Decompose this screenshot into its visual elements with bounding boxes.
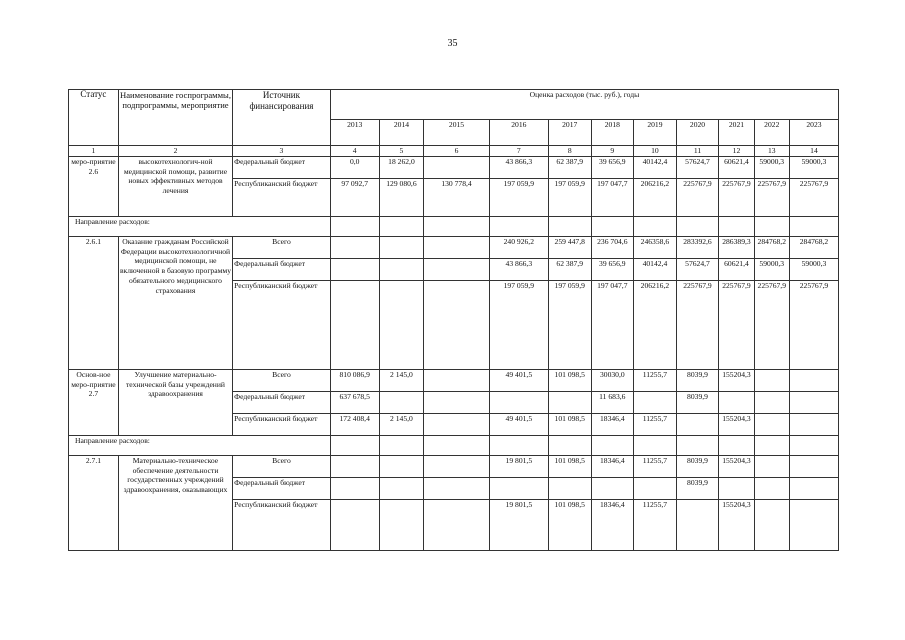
value-cell — [379, 499, 424, 550]
value-cell: 197 059,9 — [489, 178, 548, 216]
value-cell: 101 098,5 — [548, 499, 591, 550]
value-cell: 59000,3 — [789, 156, 838, 178]
row-name: высокотехнологич-ной медицинской помощи, развитие новых эффективных методов лечения — [118, 156, 232, 216]
source-federal: Федеральный бюджет — [233, 391, 331, 413]
value-cell: 49 401,5 — [489, 369, 548, 391]
value-cell: 206216,2 — [634, 280, 677, 369]
table-row — [69, 369, 839, 391]
value-cell: 43 866,3 — [489, 258, 548, 280]
value-cell: 197 059,9 — [548, 280, 591, 369]
value-cell: 130 778,4 — [424, 178, 489, 216]
value-cell: 62 387,9 — [548, 258, 591, 280]
value-cell: 2 145,0 — [379, 369, 424, 391]
source-federal: Федеральный бюджет — [233, 258, 331, 280]
value-cell — [330, 280, 379, 369]
col-num: 3 — [233, 146, 331, 157]
source-republican: Республиканский бюджет — [233, 413, 331, 435]
value-cell — [330, 499, 379, 550]
value-cell — [789, 413, 838, 435]
value-cell — [330, 477, 379, 499]
value-cell: 59000,3 — [754, 156, 789, 178]
col-num: 14 — [789, 146, 838, 157]
value-cell — [719, 477, 754, 499]
value-cell — [676, 499, 719, 550]
section-row — [69, 435, 839, 455]
value-cell — [634, 391, 677, 413]
value-cell — [634, 477, 677, 499]
value-cell: 18346,4 — [591, 499, 634, 550]
value-cell — [548, 477, 591, 499]
col-num: 7 — [489, 146, 548, 157]
value-cell — [789, 477, 838, 499]
row-status: Основ-ное меро-приятие 2.7 — [69, 369, 119, 435]
source-federal: Федеральный бюджет — [233, 156, 331, 178]
col-num: 8 — [548, 146, 591, 157]
value-cell: 284768,2 — [754, 236, 789, 258]
value-cell — [379, 455, 424, 477]
header-spending: Оценка расходов (тыс. руб.), годы — [330, 90, 838, 120]
value-cell — [379, 391, 424, 413]
value-cell — [754, 455, 789, 477]
year-2013: 2013 — [330, 120, 379, 146]
value-cell: 810 086,9 — [330, 369, 379, 391]
value-cell: 11255,7 — [634, 499, 677, 550]
value-cell: 283392,6 — [676, 236, 719, 258]
value-cell — [754, 391, 789, 413]
value-cell — [424, 156, 489, 178]
table-row — [69, 455, 839, 477]
value-cell: 19 801,5 — [489, 455, 548, 477]
value-cell — [379, 258, 424, 280]
value-cell: 155204,3 — [719, 499, 754, 550]
value-cell: 240 926,2 — [489, 236, 548, 258]
value-cell: 225767,9 — [754, 280, 789, 369]
value-cell — [379, 236, 424, 258]
value-cell: 18 262,0 — [379, 156, 424, 178]
value-cell: 8039,9 — [676, 391, 719, 413]
value-cell: 197 059,9 — [548, 178, 591, 216]
value-cell: 18346,4 — [591, 455, 634, 477]
year-2022: 2022 — [754, 120, 789, 146]
value-cell: 62 387,9 — [548, 156, 591, 178]
value-cell — [424, 391, 489, 413]
value-cell: 11255,7 — [634, 369, 677, 391]
year-2021: 2021 — [719, 120, 754, 146]
value-cell: 284768,2 — [789, 236, 838, 258]
year-2018: 2018 — [591, 120, 634, 146]
value-cell: 225767,9 — [789, 280, 838, 369]
value-cell: 11255,7 — [634, 455, 677, 477]
value-cell: 155204,3 — [719, 455, 754, 477]
value-cell: 101 098,5 — [548, 413, 591, 435]
value-cell: 225767,9 — [719, 178, 754, 216]
value-cell: 197 059,9 — [489, 280, 548, 369]
value-cell — [379, 477, 424, 499]
row-status: меро-приятие 2.6 — [69, 156, 119, 216]
value-cell — [379, 280, 424, 369]
col-num: 6 — [424, 146, 489, 157]
col-num: 10 — [634, 146, 677, 157]
value-cell: 225767,9 — [676, 280, 719, 369]
value-cell: 39 656,9 — [591, 156, 634, 178]
section-row — [69, 216, 839, 236]
source-republican: Республиканский бюджет — [233, 280, 331, 369]
col-num: 12 — [719, 146, 754, 157]
direction-label: Направление расходов: — [69, 435, 331, 455]
value-cell — [489, 391, 548, 413]
row-status: 2.7.1 — [69, 455, 119, 550]
value-cell: 43 866,3 — [489, 156, 548, 178]
source-federal: Федеральный бюджет — [233, 477, 331, 499]
value-cell — [424, 236, 489, 258]
value-cell — [548, 391, 591, 413]
col-num: 11 — [676, 146, 719, 157]
value-cell: 59000,3 — [754, 258, 789, 280]
value-cell — [489, 477, 548, 499]
value-cell: 259 447,8 — [548, 236, 591, 258]
col-num: 2 — [118, 146, 232, 157]
value-cell: 197 047,7 — [591, 178, 634, 216]
value-cell — [754, 369, 789, 391]
value-cell: 11 683,6 — [591, 391, 634, 413]
value-cell — [330, 455, 379, 477]
value-cell: 30030,0 — [591, 369, 634, 391]
value-cell: 101 098,5 — [548, 455, 591, 477]
value-cell — [754, 413, 789, 435]
value-cell: 101 098,5 — [548, 369, 591, 391]
value-cell: 60621,4 — [719, 258, 754, 280]
year-2023: 2023 — [789, 120, 838, 146]
value-cell — [330, 236, 379, 258]
year-2020: 2020 — [676, 120, 719, 146]
value-cell: 8039,9 — [676, 455, 719, 477]
value-cell: 236 704,6 — [591, 236, 634, 258]
value-cell — [591, 477, 634, 499]
row-name: Улучшение материально-технической базы учреждений здравоохранения — [118, 369, 232, 435]
value-cell: 59000,3 — [789, 258, 838, 280]
value-cell: 11255,7 — [634, 413, 677, 435]
header-status: Статус — [69, 90, 119, 146]
value-cell: 225767,9 — [754, 178, 789, 216]
header-name: Наименование госпрограммы, подпрограммы, мероприятие — [118, 90, 232, 146]
col-num: 9 — [591, 146, 634, 157]
value-cell: 40142,4 — [634, 258, 677, 280]
value-cell: 40142,4 — [634, 156, 677, 178]
row-name: Оказание гражданам Российской Федерации высокотехнологичной медицинской помощи, не включенной в базовую программу обязательного медицинского страхования — [118, 236, 232, 369]
header-source: Источник финансирования — [233, 90, 331, 146]
value-cell — [676, 413, 719, 435]
value-cell: 155204,3 — [719, 369, 754, 391]
table-row — [69, 236, 839, 258]
value-cell — [424, 369, 489, 391]
column-numbers-row — [69, 146, 839, 157]
value-cell: 637 678,5 — [330, 391, 379, 413]
year-2015: 2015 — [424, 120, 489, 146]
year-2014: 2014 — [379, 120, 424, 146]
year-2019: 2019 — [634, 120, 677, 146]
col-num: 4 — [330, 146, 379, 157]
col-num: 5 — [379, 146, 424, 157]
direction-label: Направление расходов: — [69, 216, 331, 236]
value-cell: 129 080,6 — [379, 178, 424, 216]
value-cell — [424, 258, 489, 280]
value-cell: 57624,7 — [676, 156, 719, 178]
value-cell — [424, 455, 489, 477]
year-2017: 2017 — [548, 120, 591, 146]
value-cell — [789, 369, 838, 391]
value-cell: 39 656,9 — [591, 258, 634, 280]
source-total: Всего — [233, 236, 331, 258]
source-total: Всего — [233, 455, 331, 477]
value-cell — [424, 280, 489, 369]
value-cell — [754, 499, 789, 550]
value-cell: 225767,9 — [676, 178, 719, 216]
row-status: 2.6.1 — [69, 236, 119, 369]
value-cell: 206216,2 — [634, 178, 677, 216]
col-num: 13 — [754, 146, 789, 157]
value-cell — [424, 413, 489, 435]
value-cell: 225767,9 — [719, 280, 754, 369]
value-cell: 225767,9 — [789, 178, 838, 216]
value-cell: 97 092,7 — [330, 178, 379, 216]
year-2016: 2016 — [489, 120, 548, 146]
source-republican: Республиканский бюджет — [233, 499, 331, 550]
value-cell: 57624,7 — [676, 258, 719, 280]
page-number: 35 — [447, 38, 458, 49]
value-cell: 19 801,5 — [489, 499, 548, 550]
value-cell: 8039,9 — [676, 369, 719, 391]
value-cell — [754, 477, 789, 499]
value-cell — [789, 391, 838, 413]
value-cell: 0,0 — [330, 156, 379, 178]
value-cell: 2 145,0 — [379, 413, 424, 435]
budget-table — [68, 89, 839, 551]
value-cell: 60621,4 — [719, 156, 754, 178]
row-name: Материально-техническое обеспечение деятельности государственных учреждений здравоохранения, оказывающих — [118, 455, 232, 550]
table-row — [69, 156, 839, 178]
col-num: 1 — [69, 146, 119, 157]
value-cell — [789, 455, 838, 477]
value-cell: 18346,4 — [591, 413, 634, 435]
value-cell: 286389,3 — [719, 236, 754, 258]
value-cell — [719, 391, 754, 413]
source-total: Всего — [233, 369, 331, 391]
value-cell — [789, 499, 838, 550]
value-cell: 155204,3 — [719, 413, 754, 435]
value-cell: 8039,9 — [676, 477, 719, 499]
value-cell — [330, 258, 379, 280]
value-cell — [424, 499, 489, 550]
source-republican: Республиканский бюджет — [233, 178, 331, 216]
value-cell: 49 401,5 — [489, 413, 548, 435]
value-cell: 197 047,7 — [591, 280, 634, 369]
value-cell — [424, 477, 489, 499]
value-cell: 246358,6 — [634, 236, 677, 258]
value-cell: 172 408,4 — [330, 413, 379, 435]
